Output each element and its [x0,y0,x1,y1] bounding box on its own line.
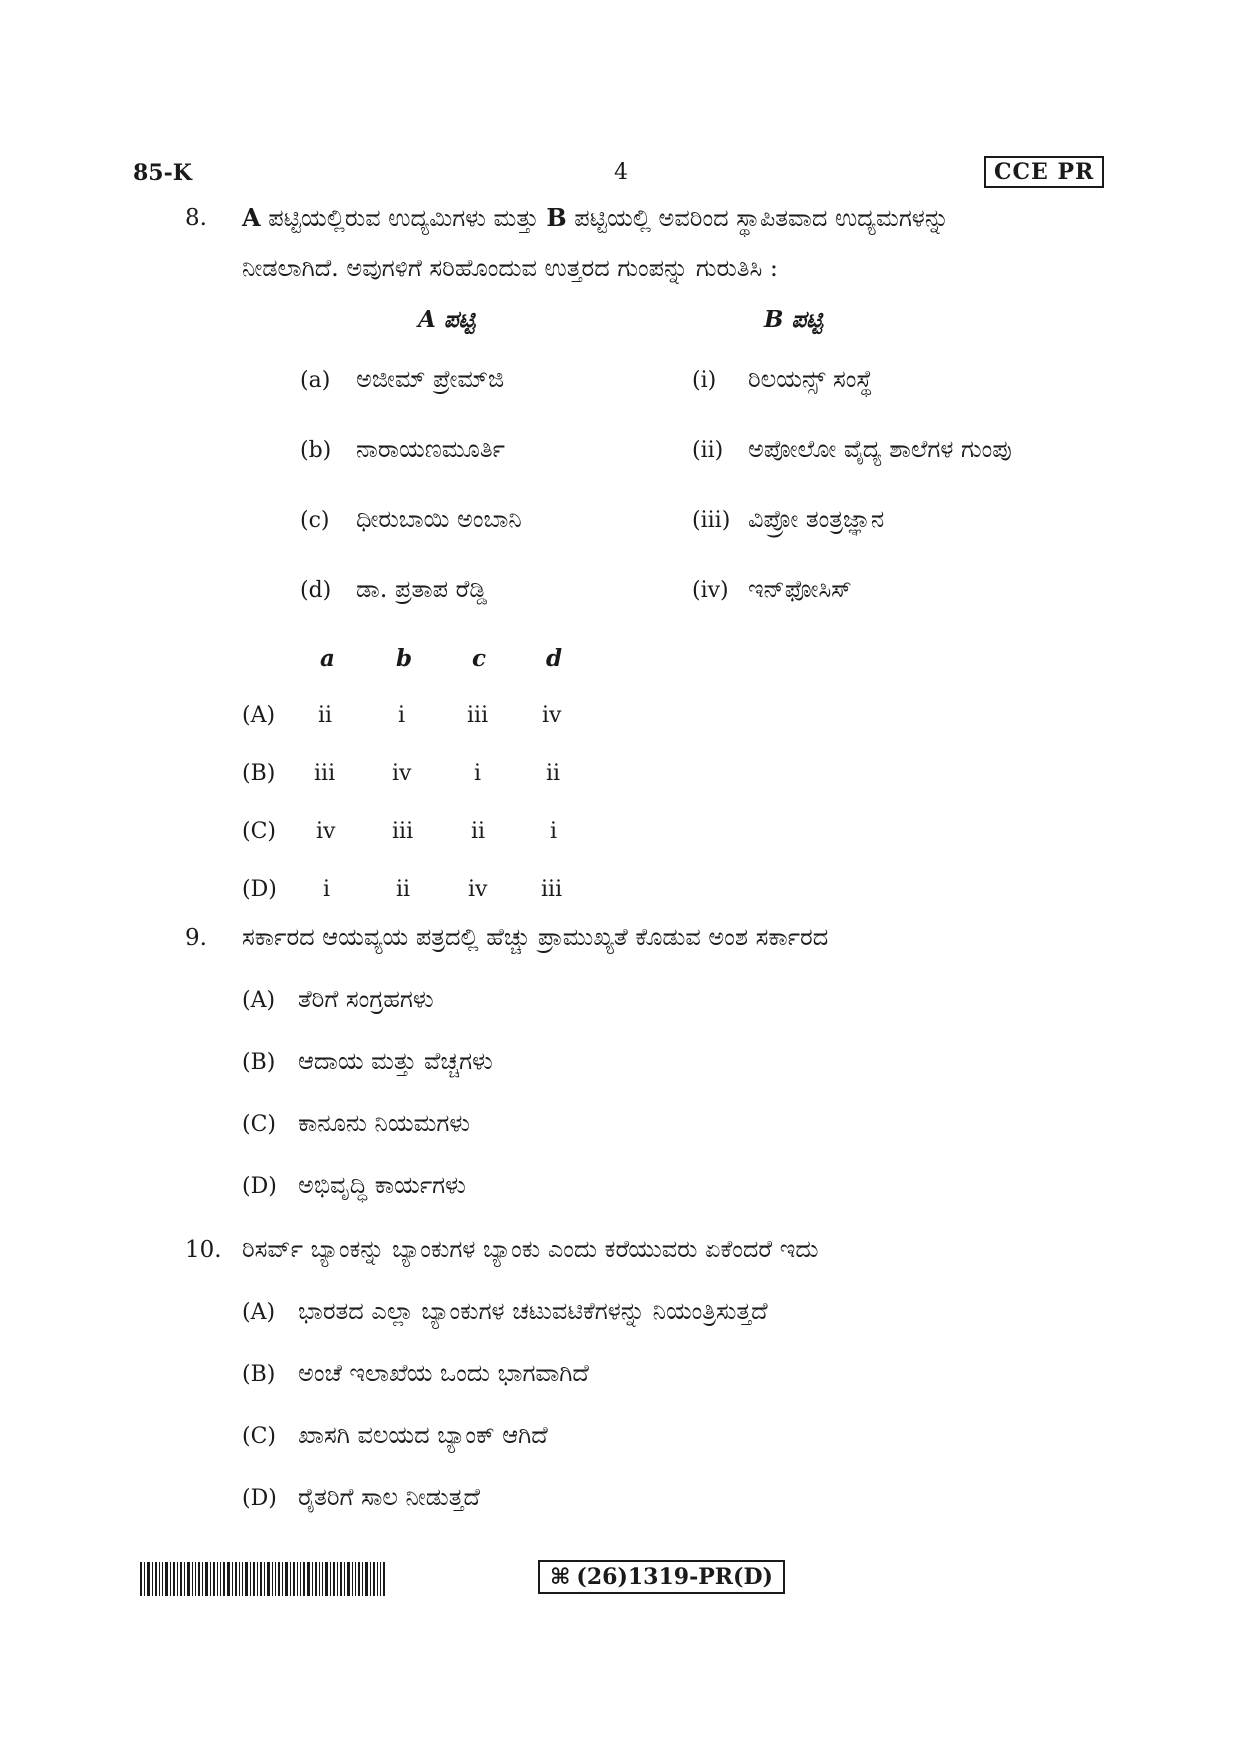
q8-number: 8. [185,205,207,231]
q9-option-label: (B) [242,1050,276,1075]
q8-line-2: ನೀಡಲಾಗಿದೆ. ಅವುಗಳಿಗೆ ಸರಿಹೊಂದುವ ಉತ್ತರದ ಗುಂಪನ್ನು ಗುರುತಿಸಿ : [242,254,778,282]
q8-option-label: (A) [242,703,276,728]
q8-match-cell: iv [542,703,562,728]
q8-col-b-text: ವಿಪ್ರೋ ತಂತ್ರಜ್ಞಾನ [748,505,885,533]
q9-option-text: ತೆರಿಗೆ ಸಂಗ್ರಹಗಳು [298,985,434,1013]
q9-option-label: (C) [242,1112,276,1137]
q10-option-label: (D) [242,1486,277,1511]
q8-col-b-heading: B ಪಟ್ಟಿ [764,306,823,333]
q8-col-b-label: (i) [692,368,717,393]
q8-col-a-label: (a) [300,368,331,393]
q8-list-a-ref: A [242,203,261,232]
q8-match-cell: iii [314,761,336,786]
q8-col-a-heading: A ಪಟ್ಟಿ [418,306,476,333]
q8-match-cell: iii [467,703,489,728]
q9-option-text: ಕಾನೂನು ನಿಯಮಗಳು [298,1109,471,1137]
q8-line-1-part-2: ಪಟ್ಟಿಯಲ್ಲಿ ಅವರಿಂದ ಸ್ಥಾಪಿತವಾದ ಉದ್ಯಮಗಳನ್ನು [566,204,950,232]
barcode-image [140,1562,385,1596]
q8-option-label: (C) [242,819,276,844]
q8-match-cell: i [550,819,558,844]
q8-col-a-text: ಧೀರುಬಾಯಿ ಅಂಬಾನಿ [356,505,522,533]
q8-match-cell: iii [541,877,563,902]
q8-match-header: b [396,645,413,672]
q10-option-text: ಅಂಚೆ ಇಲಾಖೆಯ ಒಂದು ಭಾಗವಾಗಿದೆ [298,1359,589,1387]
q8-match-cell: i [398,703,406,728]
q8-match-cell: ii [546,761,561,786]
q8-col-b-label: (iv) [692,578,729,603]
q9-option-text: ಅಭಿವೃದ್ಧಿ ಕಾರ್ಯಗಳು [298,1171,466,1199]
q8-option-label: (D) [242,877,277,902]
q10-option-text: ರೈತರಿಗೆ ಸಾಲ ನೀಡುತ್ತದೆ [298,1483,480,1511]
q10-option-text: ಭಾರತದ ಎಲ್ಲಾ ಬ್ಯಾಂಕುಗಳ ಚಟುವಟಿಕೆಗಳನ್ನು ನಿಯಂತ್ರಿಸುತ್ತದೆ [298,1297,768,1325]
q8-line-1-part-1: ಪಟ್ಟಿಯಲ್ಲಿರುವ ಉದ್ಯಮಿಗಳು ಮತ್ತು [260,204,547,232]
q9-text: ಸರ್ಕಾರದ ಆಯವ್ಯಯ ಪತ್ರದಲ್ಲಿ ಹೆಚ್ಚು ಪ್ರಾಮುಖ್ಯತೆ ಕೊಡುವ ಅಂಶ ಸರ್ಕಾರದ [242,923,829,951]
q8-option-label: (B) [242,761,276,786]
q8-col-b-text: ರಿಲಯನ್ಸ್ ಸಂಸ್ಥೆ [748,365,873,393]
q8-col-b-text: ಅಪೋಲೋ ವೈದ್ಯ ಶಾಲೆಗಳ ಗುಂಪು [748,435,1012,463]
q9-number: 9. [185,925,207,951]
q10-option-label: (A) [242,1300,276,1325]
q8-match-cell: ii [471,819,486,844]
q8-match-cell: iv [392,761,412,786]
q8-match-cell: ii [396,877,411,902]
command-symbol-icon: ⌘ [550,1565,571,1590]
q10-option-label: (C) [242,1424,276,1449]
q8-col-a-text: ಅಜೀಮ್ ಪ್ರೇಮ್‌ಜಿ [356,365,505,393]
paper-code: (26)1319-PR(D) [576,1564,773,1590]
q9-option-label: (A) [242,988,276,1013]
q8-match-header: d [546,645,563,672]
q8-match-cell: iv [316,819,336,844]
q8-match-header: c [472,645,487,672]
page-number: 4 [614,160,628,185]
q9-option-text: ಆದಾಯ ಮತ್ತು ವೆಚ್ಚಗಳು [298,1047,493,1075]
q8-match-cell: iii [392,819,414,844]
q8-col-a-label: (d) [300,578,332,603]
q8-match-cell: iv [468,877,488,902]
paper-code-box [538,1560,785,1594]
q8-col-b-text: ಇನ್‌ಫೋಸಿಸ್ [748,575,852,603]
q8-line-1 [242,203,949,232]
q8-col-b-label: (ii) [692,438,724,463]
q10-number: 10. [185,1237,222,1263]
q9-option-label: (D) [242,1174,277,1199]
q10-option-text: ಖಾಸಗಿ ವಲಯದ ಬ್ಯಾಂಕ್ ಆಗಿದೆ [298,1421,548,1449]
q8-col-a-text: ಡಾ. ಪ್ರತಾಪ ರೆಡ್ಡಿ [356,575,488,603]
subject-code: 85-K [133,160,192,186]
q10-text: ರಿಸರ್ವ್ ಬ್ಯಾಂಕನ್ನು ಬ್ಯಾಂಕುಗಳ ಬ್ಯಾಂಕು ಎಂದು ಕರೆಯುವರು ಏಕೆಂದರೆ ಇದು [242,1235,819,1263]
q8-col-b-label: (iii) [692,508,731,533]
q8-list-b-ref: B [546,203,567,232]
q8-match-header: a [320,645,335,672]
q10-option-label: (B) [242,1362,276,1387]
q8-col-a-text: ನಾರಾಯಣಮೂರ್ತಿ [356,435,505,463]
q8-match-cell: i [323,877,331,902]
series-label-box: CCE PR [984,156,1104,188]
q8-col-a-label: (b) [300,438,332,463]
q8-match-cell: i [474,761,482,786]
q8-col-a-label: (c) [300,508,330,533]
q8-match-cell: ii [318,703,333,728]
